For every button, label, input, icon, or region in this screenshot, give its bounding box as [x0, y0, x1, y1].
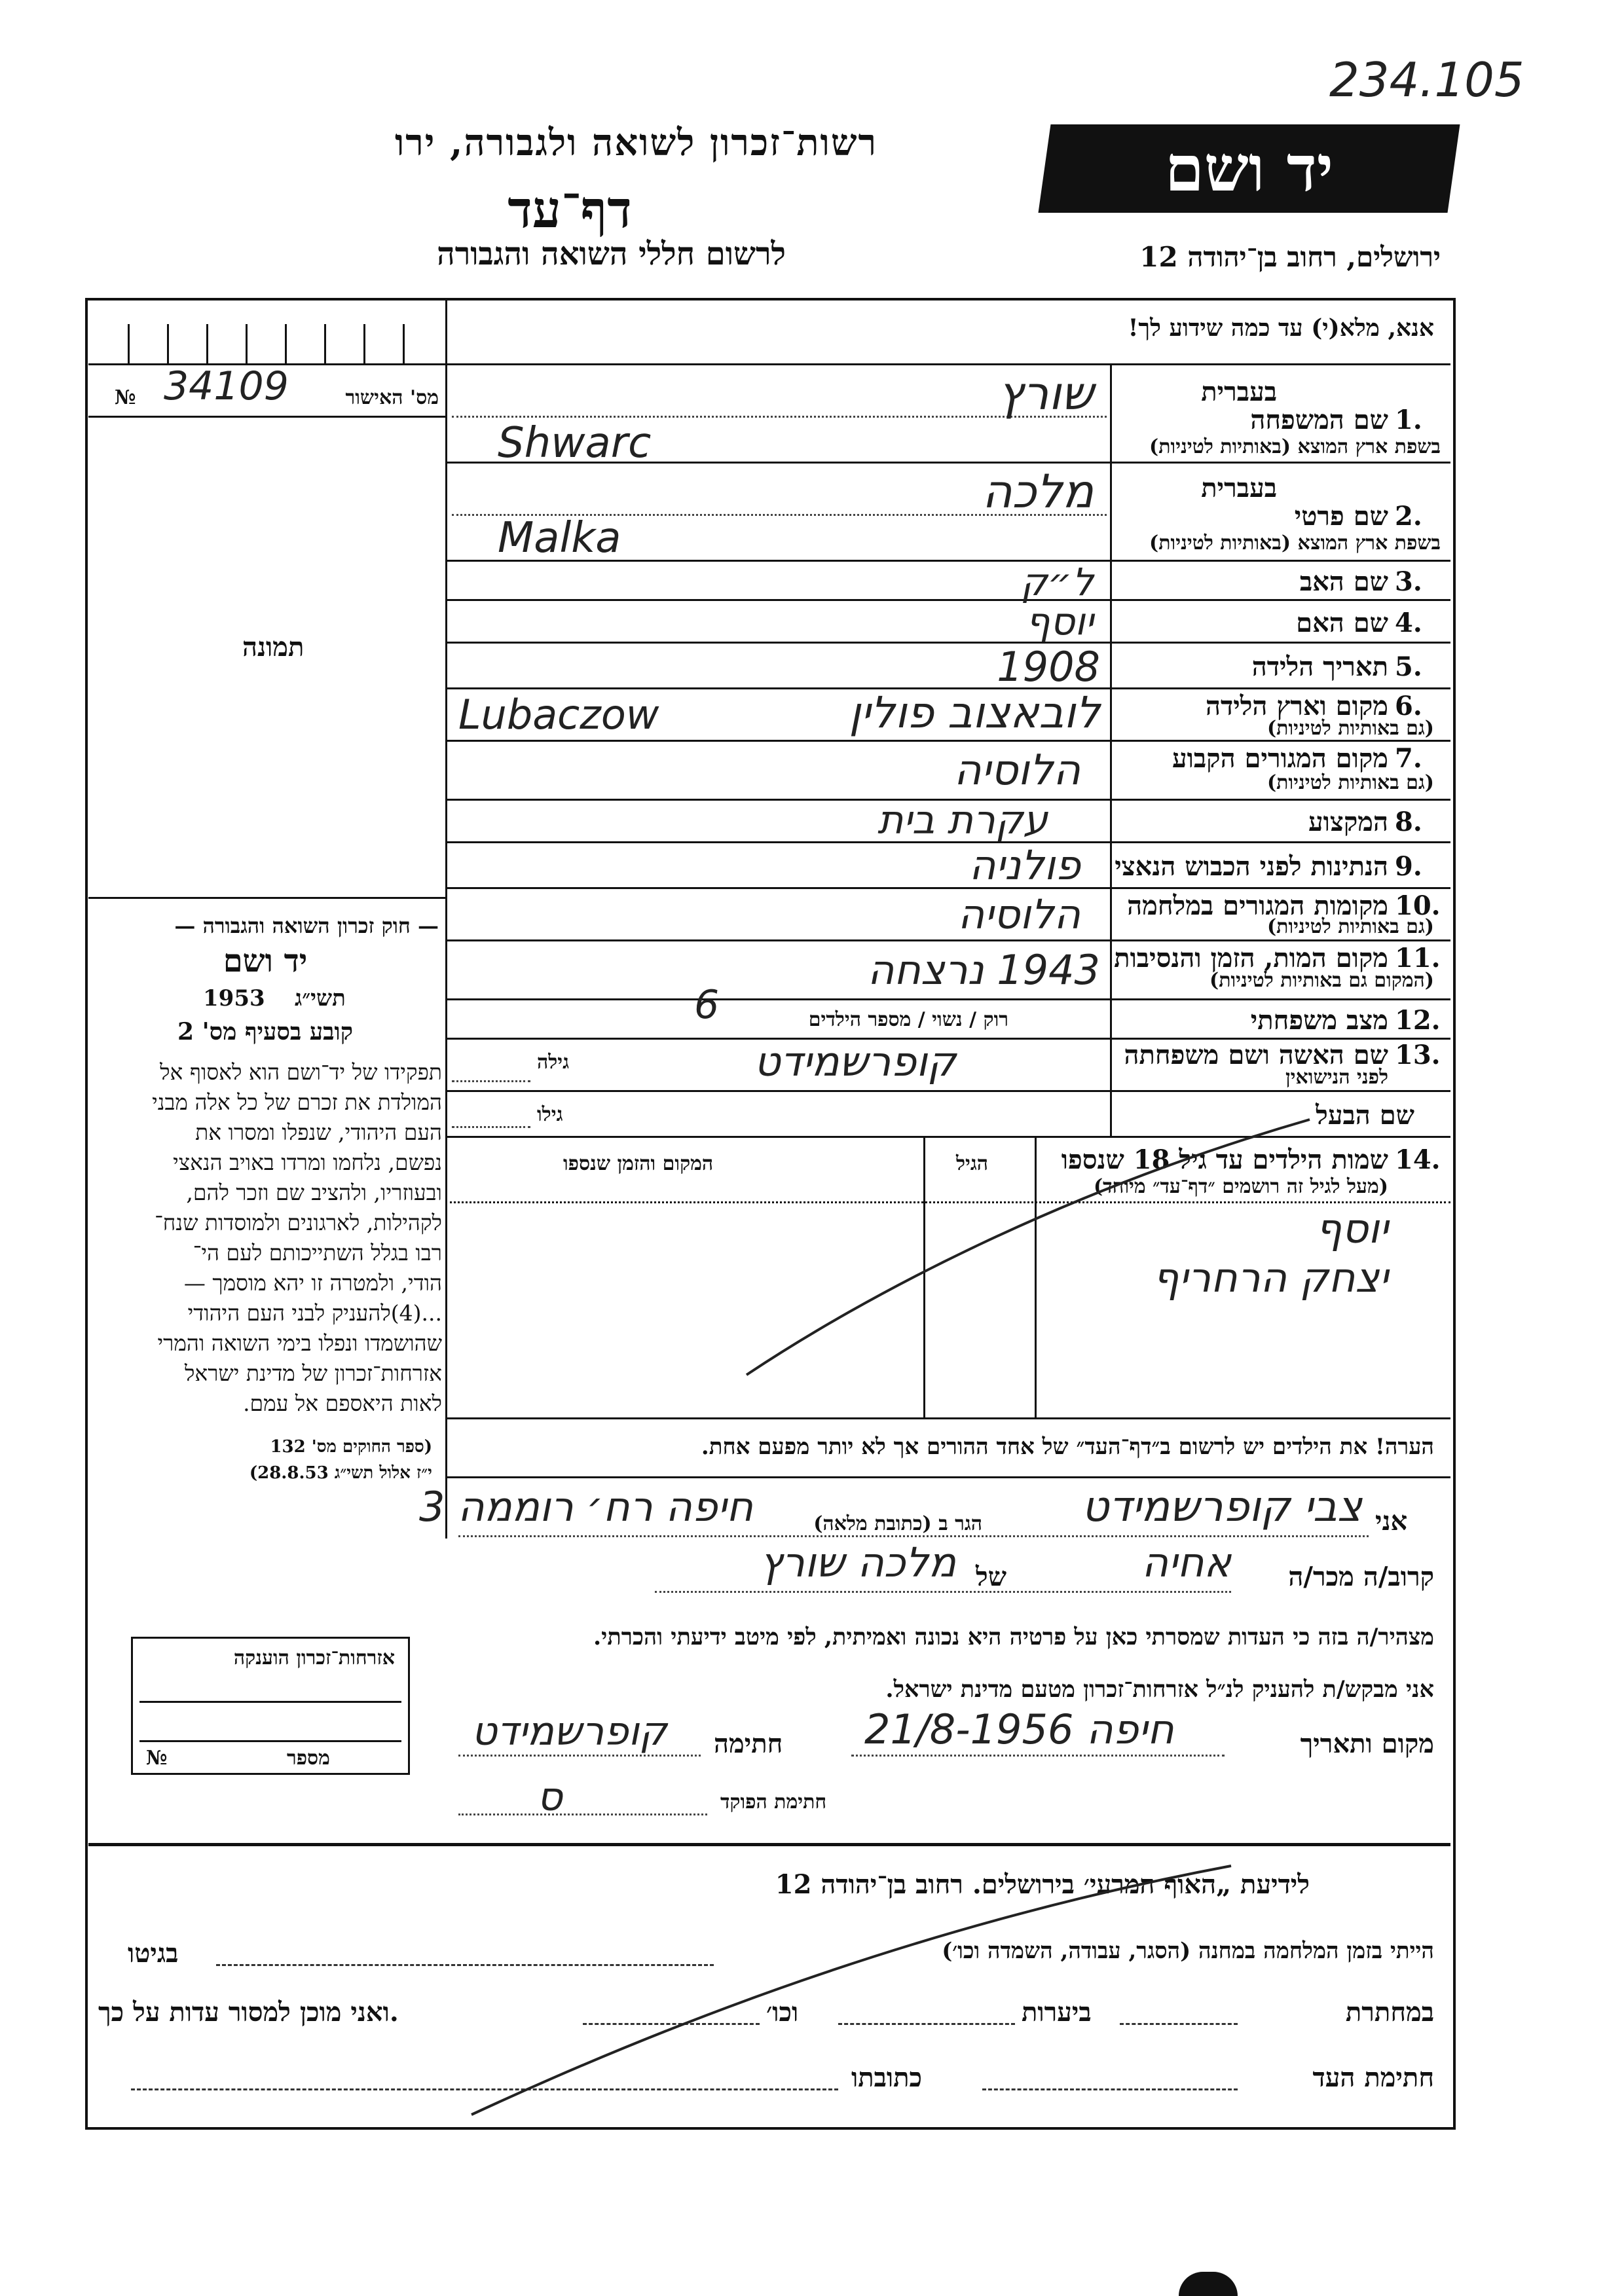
permit-label: מס' האישור [345, 386, 439, 409]
law-text-line: העם היהודי, שנפלו ומסרו את [195, 1120, 442, 1145]
field-9-num: 9. [1395, 851, 1422, 882]
field-11-num: 11. [1395, 943, 1441, 974]
law-source-1: (ספר החוקים מס' 132 [270, 1437, 432, 1457]
declarant-address[interactable]: חיפה רח׳ רוממה 3 [418, 1483, 753, 1531]
field-11-label: מקום המות, הזמן והנסיבות [1114, 943, 1388, 974]
law-text-line: תפקידו של יד־ושם הוא לאסוף אל [160, 1059, 442, 1085]
relation-value[interactable]: אחיה [1141, 1539, 1231, 1586]
page-subtitle: לרשום חללי השואה והגבורה [437, 236, 786, 272]
field-13-age-label: גילה [537, 1051, 570, 1074]
of-name[interactable]: מלכה שורץ [760, 1539, 956, 1586]
law-text-line: אזרחות־זכרון של מדינת ישראל [184, 1360, 442, 1386]
law-text [92, 1057, 442, 1419]
intro-text: אנא, מלא(י) עד כמה שידוע לך! [1128, 314, 1434, 342]
field-13-label: שם האשה ושם משפחתה [1124, 1040, 1388, 1070]
field-5-num: 5. [1395, 651, 1422, 682]
of-label: של [976, 1561, 1007, 1592]
law-text-line: ובעוזריו, ולהציב שם וזכר להם, [186, 1180, 442, 1205]
citizenship-title: אזרחות־זכרון הוענקה [233, 1647, 395, 1669]
husband-age-label: גילו [537, 1103, 563, 1126]
law-clause: קובע בסעיף מס' 2 [177, 1018, 353, 1046]
footer-line2-b: ביערות [1022, 1997, 1092, 2028]
law-text-line: שהושמדו ונפלו בימי השואה והמרי [157, 1330, 442, 1356]
field-9-label: הנתינות לפני הכבוש הנאצי [1115, 851, 1388, 882]
place-date-value[interactable]: חיפה 21/8-1956 [864, 1705, 1174, 1753]
request-text: אני מבקש/ת להעניק לנ״ל אזרחות־זכרון מטעם מדינת ישראל. [885, 1676, 1434, 1703]
field-7-num: 7. [1395, 743, 1422, 774]
permit-no-symbol: № [115, 386, 136, 409]
place-date-label: מקום ותאריך [1300, 1728, 1434, 1759]
citizenship-no-label: מספר [287, 1747, 330, 1770]
field-3-num: 3. [1395, 566, 1422, 597]
field-7-label: מקום המגורים הקבוע [1172, 743, 1388, 774]
law-text-line: לאות היאספם אל עמם. [243, 1391, 442, 1416]
field-1-value[interactable]: שורץ [998, 367, 1094, 420]
field-13-num: 13. [1395, 1040, 1441, 1070]
field-1-lang: בעברית [1201, 376, 1277, 407]
page-corner-mark [1179, 2272, 1238, 2296]
relation-label: קרוב/ה מכר/ה [1288, 1561, 1434, 1592]
law-text-line: רבו בגלל השתייכותם לעם הי־ [193, 1240, 442, 1266]
field-2-label: שם פרטי [1294, 501, 1388, 532]
officer-signature[interactable]: ס [537, 1774, 563, 1820]
field-6-num: 6. [1395, 691, 1422, 721]
permit-value: 34109 [164, 363, 289, 409]
citizenship-box [131, 1637, 410, 1775]
field-12-num: 12. [1395, 1005, 1441, 1036]
field-11-sub: (המקום גם באותיות לטיניות) [1209, 969, 1434, 992]
footer-strike-line [458, 1859, 1244, 2121]
law-year: 1953 [203, 985, 265, 1011]
org-line: רשות־זכרון לשואה ולגבורה, ירו [394, 121, 877, 164]
field-4-label: שם האם [1296, 608, 1388, 638]
field-2-sub: בשפת ארץ המוצא (באותיות לטיניות) [1149, 532, 1441, 555]
signature-label: חתימה [714, 1728, 783, 1759]
footer-line3-a: חתימת העד [1312, 2062, 1434, 2093]
husband-label: שם הבעל [1316, 1100, 1414, 1131]
field-6-latin[interactable]: Lubaczow [458, 691, 659, 738]
declarant-ani: אני [1375, 1506, 1408, 1537]
field-5-label: תאריך הלידה [1251, 651, 1388, 682]
field-12-label: מצב משפחתי [1250, 1005, 1388, 1036]
field-2-lang: בעברית [1201, 473, 1277, 503]
field-8-label: המקצוע [1308, 807, 1388, 837]
permit-ticks [88, 324, 445, 365]
field-4-value[interactable]: יוסף [1025, 599, 1094, 644]
field-6-value[interactable]: לובאצוב פולין [849, 687, 1100, 738]
address: ירושלים, רחוב בן־יהודה 12 [1139, 241, 1441, 273]
field-12-status: רוק / נשוי / מספר הילדים [808, 1008, 1008, 1031]
footer-line3-b: כתובתו [851, 2062, 923, 2093]
field-10-num: 10. [1395, 890, 1441, 921]
footer-line2-a: במחתרת [1345, 1997, 1434, 2028]
field-8-value[interactable]: עקרת בית [877, 797, 1048, 843]
field-10-value[interactable]: הלוסיה [957, 890, 1080, 938]
field-1-sub: בשפת ארץ המוצא (באותיות לטיניות) [1149, 435, 1441, 458]
law-logo: יד ושם [223, 943, 308, 979]
declarant-resides-label: הגר ב (כתובת מלאה) [813, 1512, 982, 1535]
field-1-label: שם המשפחה [1250, 405, 1388, 435]
field-8-num: 8. [1395, 807, 1422, 837]
law-title: — חוק זכרון השואה והגבורה — [174, 913, 439, 938]
child-name-1[interactable]: יוסף [1316, 1205, 1388, 1252]
archive-number: 234.105 [1329, 52, 1524, 107]
field-7-value[interactable]: הלוסיה [953, 746, 1080, 795]
law-year-heb: תשי״ג [295, 985, 346, 1011]
page-title: דף־עד [507, 180, 632, 240]
note-text: הערה! את הילדים יש לרשום ב״דף־העד״ של אחד ההורים אך לא יותר מפעם אחת. [701, 1434, 1434, 1460]
field-1-latin[interactable]: Shwarc [498, 419, 652, 467]
field-5-value[interactable]: 1908 [997, 643, 1100, 691]
children-col-age: הגיל [956, 1152, 989, 1175]
field-10-label: מקומות המגורים במלחמה [1127, 890, 1388, 921]
law-text-line: לקהילות, לארגונים ולמוסדות שנח־ [155, 1210, 442, 1235]
field-10-sub: (גם באותיות לטיניות) [1266, 915, 1434, 938]
children-col-place: המקום והזמן שנספו [563, 1152, 714, 1175]
field-7-sub: (גם באותיות לטיניות) [1266, 771, 1434, 794]
field-13-value[interactable]: קופרשמידט [754, 1038, 956, 1085]
footer-line2-d: ואני מוכן למסור עדות על כך. [98, 1997, 399, 2028]
footer-line2-c: וכו׳ [766, 1997, 799, 2028]
children-label: שמות הילדים עד גיל 18 שנספו [1061, 1144, 1388, 1175]
field-3-label: שם האב [1299, 566, 1388, 597]
footer-line1-b: בגיטו [128, 1938, 179, 1969]
declarant-signature[interactable]: קופרשמידט [471, 1709, 667, 1755]
footer-title: לידיעת „האוף המרעי׳ בירושלים. רחוב בן־יהודה 12 [775, 1869, 1310, 1900]
children-sub: (מעל לגיל זה רושמים ״דף־עד״ מיוחד) [1093, 1175, 1388, 1198]
field-1-num: 1. [1395, 405, 1422, 435]
field-2-num: 2. [1395, 501, 1422, 532]
field-4-num: 4. [1395, 608, 1422, 638]
logo-text: יד ושם [1164, 132, 1334, 206]
strike-line [733, 1113, 1323, 1388]
law-source-2: י״ז אלול תשי״ג 28.8.53) [249, 1463, 432, 1483]
law-text-line: הודי, ולמטרה זו יהא מוסמך — [183, 1270, 442, 1296]
field-2-value[interactable]: מלכה [982, 465, 1094, 519]
field-2-latin[interactable]: Malka [498, 514, 621, 562]
officer-label: חתימת הפוקד [720, 1791, 827, 1813]
declaration-text: מצהיר/ה בזה כי העדות שמסרתי כאן על פרטיה היא נכונה ואמיתית, לפי מיטב ידיעתי והכרתי. [593, 1624, 1434, 1650]
field-9-value[interactable]: פולניה [969, 841, 1080, 889]
law-text-line: ...(4)להעניק לבני העם היהודי [187, 1300, 442, 1326]
footer-line1-a: הייתי בזמן המלחמה במחנה (הסגר, עבודה, השמדה וכו׳) [942, 1938, 1434, 1964]
photo-label: תמונה [242, 632, 304, 663]
child-name-2[interactable]: יצחק הרחריף [1153, 1254, 1388, 1302]
field-6-label: מקום וארץ הלידה [1205, 691, 1388, 721]
law-text-line: המולדת את זכרם של כל אלה מבני [152, 1089, 442, 1115]
field-13-sub: לפני הנישואין [1285, 1066, 1388, 1089]
yad-vashem-logo [1039, 124, 1460, 213]
field-3-value[interactable]: ל״ק [1020, 560, 1094, 604]
declarant-name[interactable]: צבי קופרשמידט [1081, 1483, 1362, 1531]
law-text-line: נפשם, נלחמו ומרדו באויב הנאצי [173, 1150, 442, 1175]
field-6-sub: (גם באותיות לטיניות) [1266, 717, 1434, 740]
children-num: 14. [1395, 1144, 1441, 1175]
field-12-value[interactable]: 6 [694, 982, 720, 1028]
field-11-value[interactable]: 1943 נרצחה [867, 946, 1100, 994]
citizenship-no-symbol: № [146, 1747, 168, 1770]
